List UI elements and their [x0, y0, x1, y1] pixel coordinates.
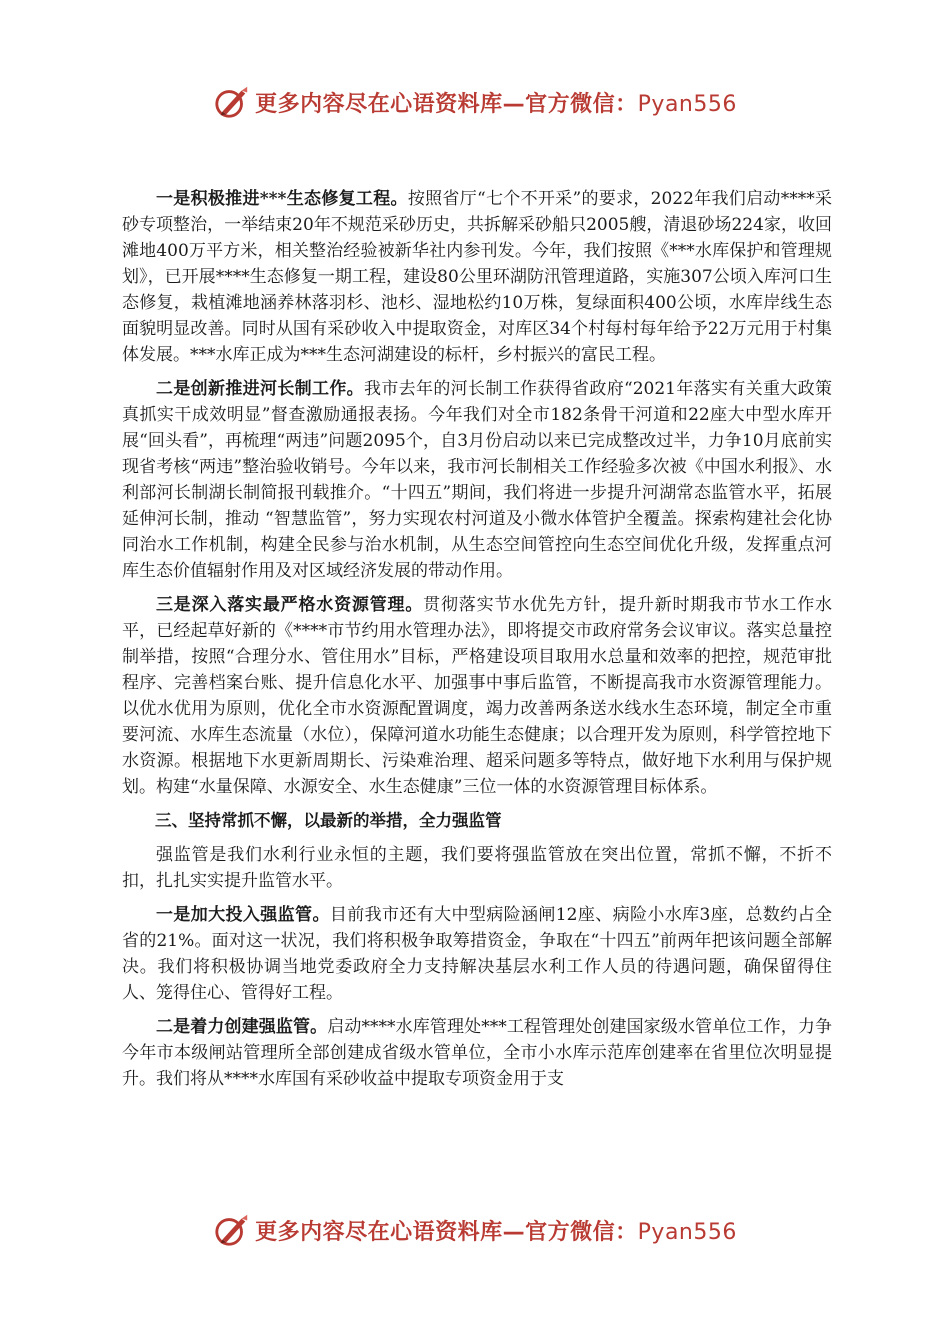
paragraph-lead: 一是加大投入强监管。 — [156, 905, 330, 925]
banner-wechat-id: Pyan556 — [637, 1219, 737, 1245]
section-heading: 三、坚持常抓不懈，以最新的举措，全力强监管 — [155, 811, 502, 830]
paragraph-5 — [122, 842, 832, 894]
pen-logo-icon — [213, 83, 251, 121]
paragraph-text: 目前我市还有大中型病险涵闸12座、病险小水库3座，总数约占全省的21%。面对这一状况，我们将积极争取筹措资金，争取在“十四五”前两年把该问题全部解决。我们将积极协调当地党委政府全力支持解决基层水利工作人员的待遇问题，确保留得住人、笼得住心、管得好工程。 — [122, 905, 832, 1003]
paragraph-text: 按照省厅“七个不开采”的要求，2022年我们启动****采砂专项整治，一举结束20年不规范采砂历史，共拆解采砂船只2005艘，清退砂场224家，收回滩地400万平方米，相关整治经验被新华社内参刊发。今年，我们按照《***水库保护和管理规划》，已开展****生态修复一期工程，建设80公里环湖防汛管理道路，实施307公顷入库河口生态修复，栽植滩地涵养林落羽杉、池杉、湿地松约10万株，复绿面积400公顷，水库岸线生态面貌明显改善。同时从国有采砂收入中提取资金，对库区34个村每村每年给予22万元用于村集体发展。***水库正成为***生态河湖建设的标杆，乡村振兴的富民工程。 — [122, 189, 832, 365]
banner-text: 更多内容尽在心语资料库—官方微信：Pyan556 — [255, 1219, 737, 1245]
header-banner — [0, 80, 950, 124]
banner-text: 更多内容尽在心语资料库—官方微信：Pyan556 — [255, 91, 737, 117]
paragraph-3 — [122, 592, 832, 800]
paragraph-text: 贯彻落实节水优先方针，提升新时期我市节水工作水平，已经起草好新的《****市节约用水管理办法》，即将提交市政府常务会议审议。落实总量控制举措，按照“合理分水、管住用水”目标，严格建设项目取用水总量和效率的把控，规范审批程序、完善档案台账、提升信息化水平、加强事中事后监管，不断提高我市水资源管理能力。以优水优用为原则，优化全市水资源配置调度，竭力改善两条送水线水生态环境，制定全市重要河流、水库生态流量（水位），保障河道水功能生态健康；以合理开发为原则，科学管控地下水资源。根据地下水更新周期长、污染难治理、超采问题多等特点，做好地下水利用与保护规划。构建“水量保障、水源安全、水生态健康”三位一体的水资源管理目标体系。 — [122, 595, 833, 797]
paragraph-lead: 一是积极推进***生态修复工程。 — [156, 189, 408, 209]
footer-banner — [0, 1208, 950, 1252]
paragraph-6 — [122, 902, 832, 1006]
paragraph-1 — [122, 186, 832, 368]
paragraph-7 — [122, 1014, 832, 1092]
paragraph-lead: 三是深入落实最严格水资源管理。 — [156, 595, 424, 615]
pen-logo-icon — [213, 1211, 251, 1249]
document-body — [122, 186, 832, 1100]
paragraph-text: 强监管是我们水利行业永恒的主题，我们要将强监管放在突出位置，常抓不懈，不折不扣，扎扎实实提升监管水平。 — [122, 845, 832, 891]
paragraph-lead: 二是创新推进河长制工作。 — [156, 379, 365, 399]
paragraph-text: 我市去年的河长制工作获得省政府“2021年落实有关重大政策真抓实干成效明显”督查激励通报表扬。今年我们对全市182条骨干河道和22座大中型水库开展“回头看”，再梳理“两违”问题2095个，自3月份启动以来已完成整改过半，力争10月底前实现省考核“两违”整治验收销号。今年以来，我市河长制相关工作经验多次被《中国水利报》、水利部河长制湖长制简报刊载推介。“十四五”期间，我们将进一步提升河湖常态监管水平，拓展延伸河长制，推动 “智慧监管”，努力实现农村河道及小微水体管护全覆盖。探索构建社会化协同治水工作机制，构建全民参与治水机制，从生态空间管控向生态空间优化升级，发挥重点河库生态价值辐射作用及对区域经济发展的带动作用。 — [122, 379, 832, 581]
banner-wechat-id: Pyan556 — [637, 91, 737, 117]
paragraph-text: 启动****水库管理处***工程管理处创建国家级水管单位工作，力争今年市本级闸站管理所全部创建成省级水管单位，全市小水库示范库创建率在省里位次明显提升。我们将从****水库国有采砂收益中提取专项资金用于支 — [122, 1017, 833, 1089]
paragraph-lead: 二是着力创建强监管。 — [156, 1017, 328, 1037]
paragraph-2 — [122, 376, 832, 584]
